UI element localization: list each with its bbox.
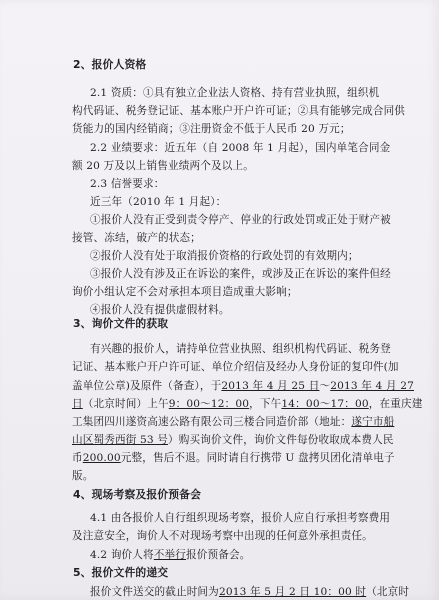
text-line: 2.1 资质：①具有独立企业法人资格、持有营业执照，组织机 (90, 87, 380, 99)
text-line: 币200.00元整，售后不退。同时请自行携带 U 盘拷贝团化清单电子 (72, 452, 395, 464)
address: 山区蜀秀西街 53 号 (72, 434, 169, 446)
text-line: 构代码证、税务登记证、基本账户开户许可证；②具有能够完成合同供 (72, 105, 406, 117)
section-2-heading: 2、报价人资格 (73, 58, 147, 71)
text-line: 4.2 询价人将不举行报价预备会。 (90, 549, 251, 561)
text-line: 记证、基本账户开户许可证、单位介绍信及经办人身份证的复印件(加 (72, 361, 399, 373)
section-4-heading: 4、现场考察及报价预备会 (73, 488, 202, 501)
text-line: 及注意安全，询价人不对现场考察中出现的任何意外承担责任。 (72, 530, 373, 542)
text-line: 版。 (72, 470, 94, 482)
address: 遂宁市船 (351, 416, 395, 428)
deadline: 2013 年 5 月 2 日 10：00 时 (218, 586, 367, 598)
morning-hours: 9：00～12：00 (168, 398, 250, 410)
text-line: 接管、冻结，破产的状态； (72, 232, 201, 244)
text-line: 有兴趣的报价人，请持单位营业执照、组织机构代码证、税务登 (90, 343, 391, 355)
section-5-heading: 5、报价文件的递交 (73, 566, 169, 579)
text-line: 2.2 业绩要求：近五年（自 2008 年 1 月起），国内单笔合同金 (90, 142, 391, 154)
text-line: 2.3 信誉要求： (90, 178, 165, 190)
not-held: 不举行 (153, 549, 187, 561)
text-line: 报价文件送交的截止时间为2013 年 5 月 2 日 10：00 时（北京时 (90, 586, 410, 598)
text-line: ③报价人没有涉及正在诉讼的案件，或涉及正在诉讼的案件但经 (90, 268, 391, 280)
section-3-heading: 3、询价文件的获取 (73, 317, 169, 330)
text-line: ②报价人没有处于取消报价资格的行政处罚的有效期内； (90, 250, 359, 262)
text-line: ①报价人没有正受到责令停产、停业的行政处罚或正处于财产被 (90, 214, 391, 226)
date-end: 2013 年 4 月 27 (330, 380, 415, 392)
text-line: 额 20 万及以上销售业绩两个及以上。 (72, 160, 254, 172)
text-line: 盖单位公章)及原件（备查），于2013 年 4 月 25 日～2013 年 4 月 27 (72, 380, 415, 392)
text-line: 货能力的国内经销商；③注册资金不低于人民币 20 万元； (72, 123, 351, 135)
text-line: 工集团四川遂资高速公路有限公司三楼合同造价部（地址：遂宁市船 (72, 416, 395, 428)
text-line: 日（北京时间）上午9：00～12：00，下午14：00～17：00，在重庆建 (72, 398, 423, 410)
text-line: 近三年（2010 年 1 月起）： (90, 196, 227, 208)
text-line: 4.1 由各报价人自行组织现场考察，报价人应自行承担考察费用 (90, 512, 391, 524)
text-line: 山区蜀秀西街 53 号）购买询价文件，询价文件每份收取成本费人民 (72, 434, 394, 446)
text-line: ④报价人没有提供虚假材料。 (90, 304, 230, 316)
date-start: 2013 年 4 月 25 日 (221, 380, 320, 392)
fee-amount: 200.00 (82, 452, 121, 464)
text-line: 询价小组认定不会对承担本项目造成重大影响； (72, 286, 298, 298)
afternoon-hours: 14：00～17：00 (281, 398, 369, 410)
